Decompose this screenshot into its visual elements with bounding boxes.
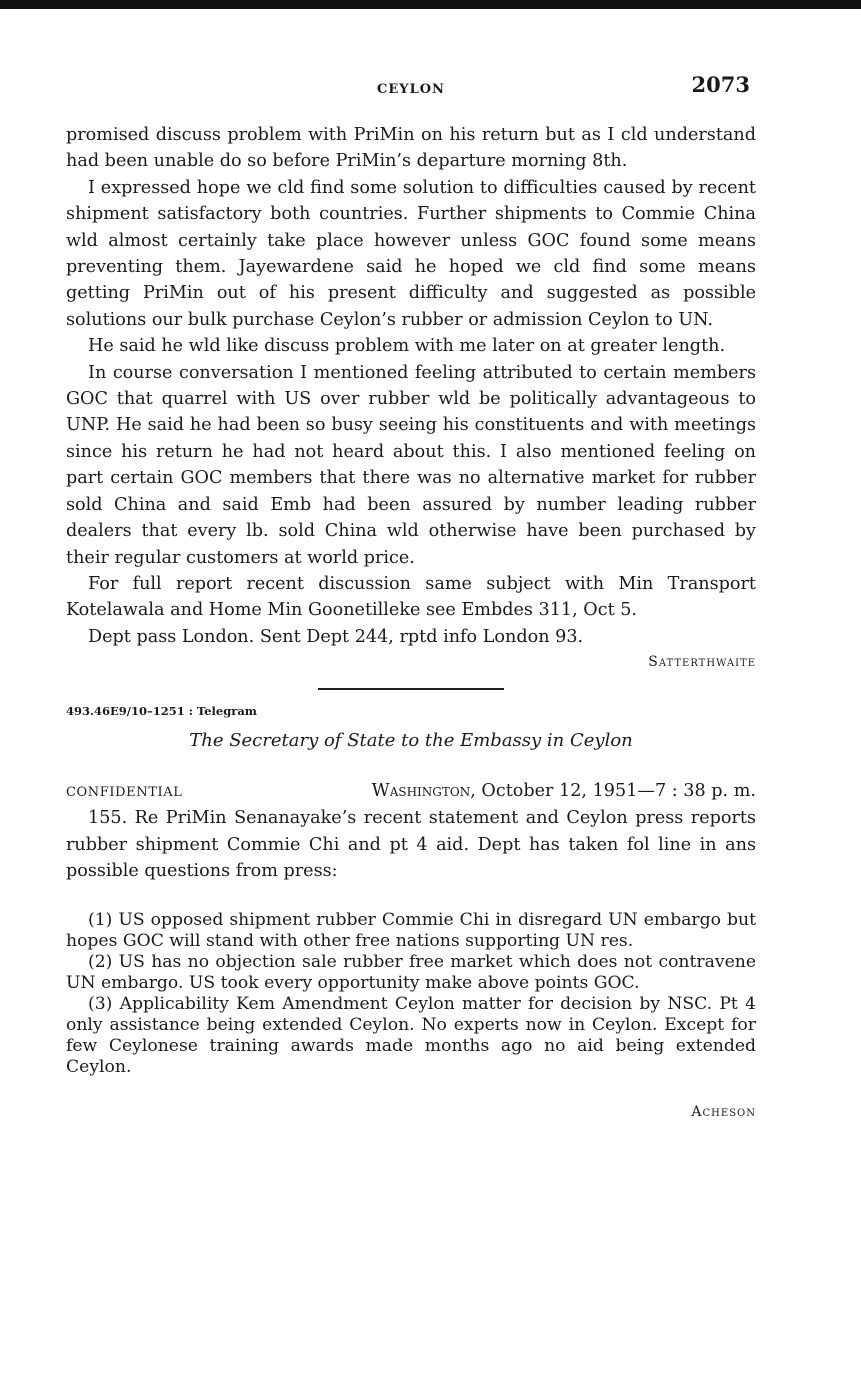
paragraph: 155. Re PriMin Senanayake’s recent statement and Ceylon press reports rubber shipment Commie Chi and pt 4 aid. Dept has taken fol line in ans possible questions from press: (66, 808, 756, 881)
list-item: (2) US has no objection sale rubber free market which does not contravene UN embargo. US took every opportunity make above points GOC. (66, 952, 756, 994)
telegram-text (66, 805, 756, 884)
page-number: 2073 (691, 72, 750, 97)
list-item: (1) US opposed shipment rubber Commie Chi in disregard UN embargo but hopes GOC will stand with other free nations supporting UN res. (66, 910, 756, 952)
paragraph: promised discuss problem with PriMin on his return but as I cld understand had been unable do so before PriMin’s departure morning 8th. (66, 125, 756, 172)
signature-satterthwaite: Satterthwaite (648, 654, 756, 671)
page-top-border (0, 0, 861, 9)
file-reference: 493.46E9/10–1251 : Telegram (66, 704, 257, 719)
signature-acheson: Acheson (691, 1104, 756, 1121)
place: Washington (371, 781, 471, 802)
document-title: The Secretary of State to the Embassy in Ceylon (189, 730, 633, 752)
paragraph: He said he wld like discuss problem with me later on at greater length. (88, 336, 726, 357)
dateline (66, 781, 756, 805)
running-header (66, 70, 756, 104)
date: , October 12, 1951—7 : 38 p. m. (470, 781, 756, 802)
paragraph: Dept pass London. Sent Dept 244, rptd info London 93. (88, 626, 584, 647)
place-date (372, 781, 756, 801)
paragraph: I expressed hope we cld find some solution to difficulties caused by recent shipment satisfactory both countries. Further shipments to Commie China wld almost certainly take place however unless GOC found some means preventing them. Jayewardene said he hoped we cld find some means getting PriMin out of his present difficulty and suggested as possible solutions our bulk purchase Ceylon’s rubber or admission Ceylon to UN. (66, 177, 756, 330)
list-item: (3) Applicability Kem Amendment Ceylon matter for decision by NSC. Pt 4 only assistance being extended Ceylon. No experts now in Ceylon. Except for few Ceylonese training awards made months ago no aid being extended Ceylon. (66, 994, 756, 1078)
section-title: CEYLON (377, 82, 445, 97)
classification: CONFIDENTIAL (66, 785, 183, 801)
numbered-points (66, 910, 756, 1078)
paragraph: In course conversation I mentioned feeling attributed to certain members GOC that quarrel with US over rubber wld be politically advantageous to UNP. He said he had been so busy seeing his constituents and with meetings since his return he had not heard about this. I also mentioned feeling on part certain GOC members that there was no alternative market for rubber sold China and said Emb had been assured by number leading rubber dealers that every lb. sold China wld otherwise have been purchased by their regular customers at world price. (66, 362, 756, 568)
document-page (66, 70, 756, 1120)
paragraph: For full report recent discussion same subject with Min Transport Kotelawala and Home Min Goonetilleke see Embdes 311, Oct 5. (66, 573, 756, 621)
continuation-text (66, 122, 756, 650)
section-divider (318, 688, 504, 690)
